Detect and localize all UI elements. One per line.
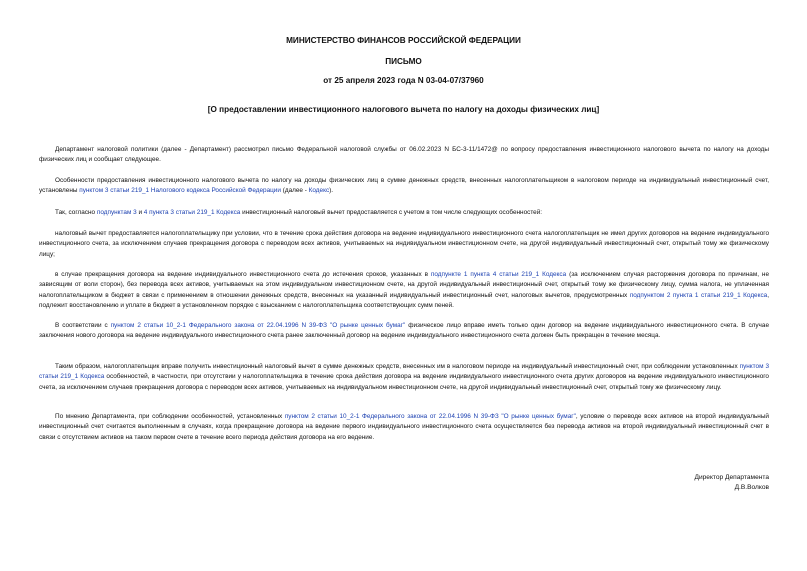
body-paragraph-5 bbox=[39, 270, 769, 311]
paragraph-text: (далее - bbox=[280, 187, 309, 195]
ministry-heading: МИНИСТЕРСТВО ФИНАНСОВ РОССИЙСКОЙ ФЕДЕРАЦИИ bbox=[286, 36, 521, 45]
paragraph-text: инвестиционный налоговый вычет предоставляется с учетом в том числе следующих особенностей: bbox=[240, 209, 543, 216]
paragraph-text: Таким образом, налогоплательщик вправе получить инвестиционный налоговый вычет в сумме денежных средств, внесенных им в налоговом периоде на индивидуальный инвестиционный счет, при соблюдении установленных bbox=[55, 363, 740, 370]
law-reference-link[interactable]: подпунктом 2 пункта 1 статьи 219_1 Кодекса bbox=[629, 291, 768, 299]
body-paragraph-7 bbox=[39, 362, 769, 393]
law-reference-link[interactable]: подпунктам 3 bbox=[96, 209, 137, 216]
body-paragraph-6 bbox=[39, 321, 769, 342]
document-date-number: от 25 апреля 2023 года N 03-04-07/37960 bbox=[323, 76, 484, 85]
document-subject: [О предоставлении инвестиционного налогового вычета по налогу на доходы физических лиц] bbox=[207, 105, 600, 114]
paragraph-text: , подлежит восстановлению и уплате в бюджет в установленном порядке с взысканием с налогоплательщика соответствующих сумм пеней. bbox=[39, 291, 769, 309]
paragraph-text: в случае прекращения договора на ведение индивидуального инвестиционного счета до истечения сроков, указанных в bbox=[55, 271, 431, 278]
paragraph-text: , условие о переводе всех активов на второй индивидуальный инвестиционный счет считается выполненным в случаях, когда прекращение договора на ведение первого индивидуального инвестиционного счета осуществляется без перевода активов на второй индивидуальный инвестиционный счет в связи с отсутствием активов на таком первом счете в течение всего периода действия договора на его ведение. bbox=[39, 413, 769, 441]
law-reference-link[interactable]: пунктом 2 статьи 10_2-1 Федерального закона от 22.04.1996 N 39-ФЗ "О рынке ценных бумаг" bbox=[110, 322, 406, 329]
law-reference-link[interactable]: пунктом 3 статьи 219_1 Кодекса bbox=[39, 363, 770, 381]
law-reference-link[interactable]: подпункте 1 пункта 4 статьи 219_1 Кодекса bbox=[430, 271, 567, 278]
law-reference-link[interactable]: 4 пункта 3 статьи 219_1 Кодекса bbox=[143, 209, 241, 216]
body-paragraph-8 bbox=[39, 412, 769, 443]
body-paragraph-1 bbox=[39, 145, 769, 166]
paragraph-text: ). bbox=[329, 187, 334, 195]
paragraph-text: Особенности предоставления инвестиционного налогового вычета по налогу на доходы физических лиц в сумме денежных средств, внесенных налогоплательщиком в налоговом периоде на индивидуальный инвестиционный счет, установлены bbox=[39, 177, 769, 195]
body-paragraph-2 bbox=[39, 176, 769, 197]
body-paragraph-4 bbox=[39, 229, 769, 260]
signatory-name: Д.В.Волков bbox=[734, 484, 769, 491]
signatory-title: Директор Департамента bbox=[694, 474, 769, 481]
paragraph-text: В соответствии с bbox=[55, 322, 111, 329]
paragraph-text: По мнению Департамента, при соблюдении особенностей, установленных bbox=[55, 413, 285, 420]
law-reference-link[interactable]: пунктом 3 статьи 219_1 Налогового кодекса Российской Федерации bbox=[79, 187, 281, 195]
paragraph-text: физическое лицо вправе иметь только один договор на ведение индивидуального инвестиционного счета. В случае заключения нового договора на ведение индивидуального инвестиционного счета ранее заключенный договор на ведение индивидуального инвестиционного счета должен быть прекращен в течение месяца. bbox=[39, 322, 769, 340]
document-type-heading: ПИСЬМО bbox=[385, 57, 422, 66]
paragraph-text: налоговый вычет предоставляется налогоплательщику при условии, что в течение срока действия договора на ведение индивидуального инвестиционного счета налогоплательщик не имел других договоров на ведение индивидуального инвестиционного счета, за исключением случаев прекращения договора с переводом всех активов, учитываемых на индивидуальном инвестиционном счете, на другой индивидуальный инвестиционный счет, открытый тому же физическому лицу; bbox=[39, 230, 769, 258]
paragraph-text: Департамент налоговой политики (далее - Департамент) рассмотрел письмо Федеральной налоговой службы от 06.02.2023 N БС-3-11/1472@ по вопросу предоставления инвестиционного налогового вычета по налогу на доходы физических лиц и сообщает следующее. bbox=[39, 146, 769, 164]
paragraph-text: и bbox=[136, 209, 144, 216]
code-reference-link[interactable]: Кодекс bbox=[308, 187, 330, 195]
paragraph-text: Так, согласно bbox=[55, 209, 97, 216]
law-reference-link[interactable]: пунктом 2 статьи 10_2-1 Федерального закона от 22.04.1996 N 39-ФЗ "О рынке ценных бумаг" bbox=[284, 413, 576, 420]
paragraph-text: (за исключением случая расторжения договора по причинам, не зависящим от воли сторон), без перевода всех активов, учитываемых на этом индивидуальном инвестиционном счете, на другой индивидуальный инвестиционный счет, открытый тому же физическому лицу, сумма налога, не уплаченная налогоплательщиком в бюджет в связи с применением в отношении денежных средств, внесенных на указанный индивидуальный инвестиционный счет, налоговых вычетов, предусмотренных bbox=[39, 271, 770, 299]
body-paragraph-3 bbox=[39, 208, 769, 218]
paragraph-text: особенностей, в частности, при отсутствии у налогоплательщика в течение срока действия договора на ведение индивидуального инвестиционного счета других договоров на ведение индивидуального инвестиционного счета, за исключением случаев прекращения договора с переводом всех активов, учитываемых на индивидуальном инвестиционном счете, на другой индивидуальный инвестиционный счет, открытый тому же физическому лицу. bbox=[39, 373, 769, 391]
